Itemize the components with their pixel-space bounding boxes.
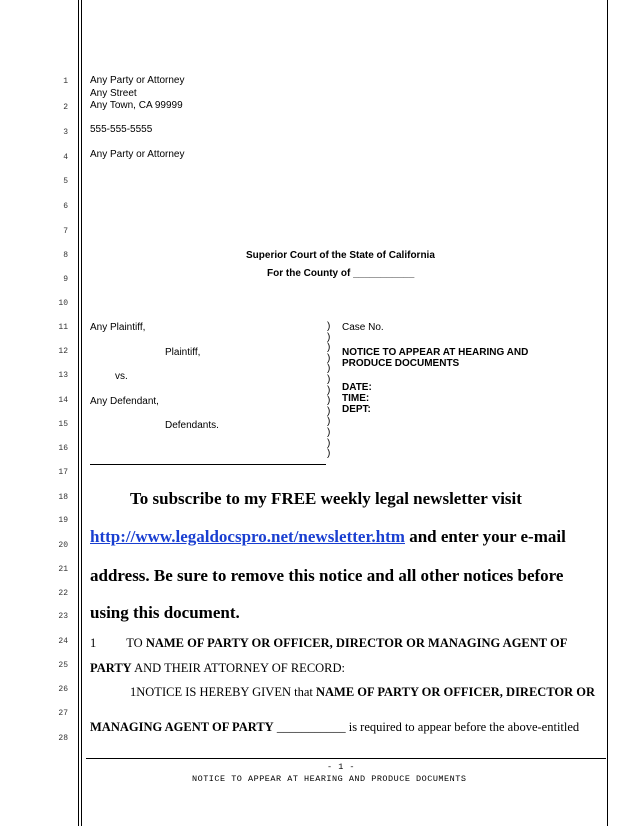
body-line-3: [130, 685, 595, 700]
line-number: 16: [58, 444, 68, 453]
line-number: 26: [58, 685, 68, 694]
body-party-bold-2: PARTY: [90, 661, 132, 675]
hearing-date: DATE:: [342, 382, 372, 393]
plaintiff-name: Any Plaintiff,: [90, 322, 146, 333]
line-number: 3: [63, 128, 68, 137]
hearing-time: TIME:: [342, 393, 370, 404]
line-number: 2: [63, 103, 68, 112]
newsletter-link[interactable]: http://www.legaldocspro.net/newsletter.htm: [90, 527, 405, 546]
line-number: 5: [63, 177, 68, 186]
body-notice-start: 1NOTICE IS HEREBY GIVEN that: [130, 685, 316, 699]
line-number: 4: [63, 153, 68, 162]
versus: vs.: [115, 371, 128, 382]
line-number: 28: [58, 734, 68, 743]
attorney-name: Any Party or Attorney: [90, 75, 185, 86]
body-line-2: [90, 661, 345, 676]
body-attorney-text: AND THEIR ATTORNEY OF RECORD:: [131, 661, 346, 675]
body-notice-bold: NAME OF PARTY OR OFFICER, DIRECTOR OR: [315, 685, 596, 699]
line-number: 15: [58, 420, 68, 429]
line-number: 7: [63, 227, 68, 236]
body-line-1: [90, 636, 567, 651]
attorney-street: Any Street: [90, 88, 137, 99]
document-title-line-2: PRODUCE DOCUMENTS: [342, 358, 460, 369]
line-number: 13: [58, 371, 68, 380]
line-number: 9: [63, 275, 68, 284]
document-title-line-1: NOTICE TO APPEAR AT HEARING AND: [342, 347, 529, 358]
paragraph-number: 1: [90, 636, 97, 650]
line-number: 8: [63, 251, 68, 260]
attorney-city: Any Town, CA 99999: [90, 100, 183, 111]
line-number: 20: [58, 541, 68, 550]
line-number: 21: [58, 565, 68, 574]
defendant-role: Defendants.: [165, 420, 219, 431]
body-party-bold: NAME OF PARTY OR OFFICER, DIRECTOR OR MANAGING AGENT OF: [145, 636, 568, 650]
body-to: TO: [126, 636, 146, 650]
left-margin-rule-outer: [78, 0, 79, 826]
line-number: 24: [58, 637, 68, 646]
plaintiff-role: Plaintiff,: [165, 347, 201, 358]
case-number: Case No.: [342, 322, 384, 333]
line-number: 18: [58, 493, 68, 502]
right-margin-rule: [607, 0, 608, 826]
footer-rule: [86, 758, 606, 759]
notice-line-2-rest: and enter your e-mail: [404, 527, 566, 546]
notice-line-4: using this document.: [90, 603, 240, 622]
line-number: 17: [58, 468, 68, 477]
caption-underline: [90, 464, 326, 465]
line-number: 12: [58, 347, 68, 356]
caption-parentheses: ) ) ) ) ) ) ) ) ) ) ) ) ): [327, 321, 331, 460]
attorney-phone: 555-555-5555: [90, 124, 153, 135]
body-line-4: [90, 720, 579, 735]
body-appear-text: ___________ is required to appear before the above-entitled: [273, 720, 580, 734]
line-number: 14: [58, 396, 68, 405]
footer-title: NOTICE TO APPEAR AT HEARING AND PRODUCE DOCUMENTS: [192, 774, 467, 784]
court-name: Superior Court of the State of California: [246, 250, 435, 261]
attorney-for: Any Party or Attorney: [90, 149, 185, 160]
left-margin-rule-inner: [81, 0, 82, 826]
court-county: For the County of ___________: [267, 268, 415, 279]
line-number: 22: [58, 589, 68, 598]
line-number: 23: [58, 612, 68, 621]
notice-line-2: [90, 527, 566, 547]
line-number: 1: [63, 77, 68, 86]
body-agent-bold: MANAGING AGENT OF PARTY: [90, 720, 274, 734]
line-number: 19: [58, 516, 68, 525]
line-number: 11: [58, 323, 68, 332]
footer-page-number: - 1 -: [327, 762, 356, 772]
line-number: 27: [58, 709, 68, 718]
line-number: 25: [58, 661, 68, 670]
line-number: 10: [58, 299, 68, 308]
line-number: 6: [63, 202, 68, 211]
hearing-dept: DEPT:: [342, 404, 371, 415]
notice-line-3: address. Be sure to remove this notice and all other notices before: [90, 566, 564, 585]
defendant-name: Any Defendant,: [90, 396, 159, 407]
notice-line-1: To subscribe to my FREE weekly legal newsletter visit: [130, 489, 522, 508]
